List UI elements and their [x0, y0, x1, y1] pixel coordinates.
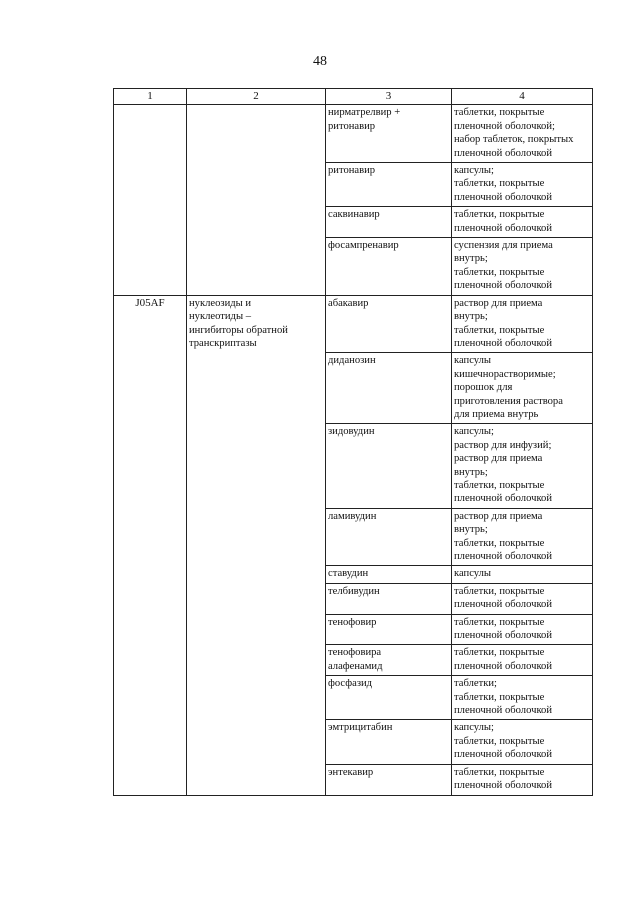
drug-name-cell: фосфазид: [326, 676, 452, 720]
dosage-form-cell: суспензия для приема внутрь; таблетки, покрытые пленочной оболочкой: [452, 238, 593, 296]
header-col-4: 4: [452, 89, 593, 105]
dosage-form-cell: капсулы: [452, 566, 593, 583]
dosage-form-cell: таблетки; таблетки, покрытые пленочной оболочкой: [452, 676, 593, 720]
dosage-form-cell: раствор для приема внутрь; таблетки, покрытые пленочной оболочкой: [452, 508, 593, 566]
drug-name-cell: диданозин: [326, 353, 452, 424]
drug-name-cell: энтекавир: [326, 764, 452, 795]
drug-name-cell: нирматрелвир + ритонавир: [326, 105, 452, 163]
dosage-form-cell: таблетки, покрытые пленочной оболочкой: [452, 583, 593, 614]
drug-name-cell: зидовудин: [326, 424, 452, 508]
drug-group-cell: нуклеозиды и нуклеотиды – ингибиторы обратной транскриптазы: [187, 295, 326, 795]
dosage-form-cell: капсулы; раствор для инфузий; раствор для приема внутрь; таблетки, покрытые пленочной оболочкой: [452, 424, 593, 508]
header-col-2: 2: [187, 89, 326, 105]
atc-code-cell: [114, 105, 187, 295]
dosage-form-cell: таблетки, покрытые пленочной оболочкой: [452, 645, 593, 676]
dosage-form-cell: таблетки, покрытые пленочной оболочкой: [452, 764, 593, 795]
drug-name-cell: фосампренавир: [326, 238, 452, 296]
drug-name-cell: эмтрицитабин: [326, 720, 452, 764]
dosage-form-cell: таблетки, покрытые пленочной оболочкой: [452, 207, 593, 238]
table-row: [114, 105, 593, 163]
drug-name-cell: тенофовира алафенамид: [326, 645, 452, 676]
atc-code-cell: J05AF: [114, 295, 187, 795]
dosage-form-cell: раствор для приема внутрь; таблетки, покрытые пленочной оболочкой: [452, 295, 593, 353]
table-header: [114, 89, 593, 105]
header-row: [114, 89, 593, 105]
header-col-3: 3: [326, 89, 452, 105]
dosage-form-cell: капсулы; таблетки, покрытые пленочной оболочкой: [452, 720, 593, 764]
drug-name-cell: саквинавир: [326, 207, 452, 238]
dosage-form-cell: капсулы кишечнорастворимые; порошок для приготовления раствора для приема внутрь: [452, 353, 593, 424]
dosage-form-cell: таблетки, покрытые пленочной оболочкой; набор таблеток, покрытых пленочной оболочкой: [452, 105, 593, 163]
page-number: 48: [313, 54, 327, 69]
dosage-form-cell: таблетки, покрытые пленочной оболочкой: [452, 614, 593, 645]
table-row: [114, 295, 593, 353]
table-body: [114, 105, 593, 795]
drug-name-cell: тенофовир: [326, 614, 452, 645]
header-col-1: 1: [114, 89, 187, 105]
drug-name-cell: абакавир: [326, 295, 452, 353]
drug-name-cell: ритонавир: [326, 163, 452, 207]
drug-name-cell: телбивудин: [326, 583, 452, 614]
drug-table: [113, 88, 593, 796]
drug-name-cell: ламивудин: [326, 508, 452, 566]
drug-name-cell: ставудин: [326, 566, 452, 583]
dosage-form-cell: капсулы; таблетки, покрытые пленочной оболочкой: [452, 163, 593, 207]
drug-group-cell: [187, 105, 326, 295]
